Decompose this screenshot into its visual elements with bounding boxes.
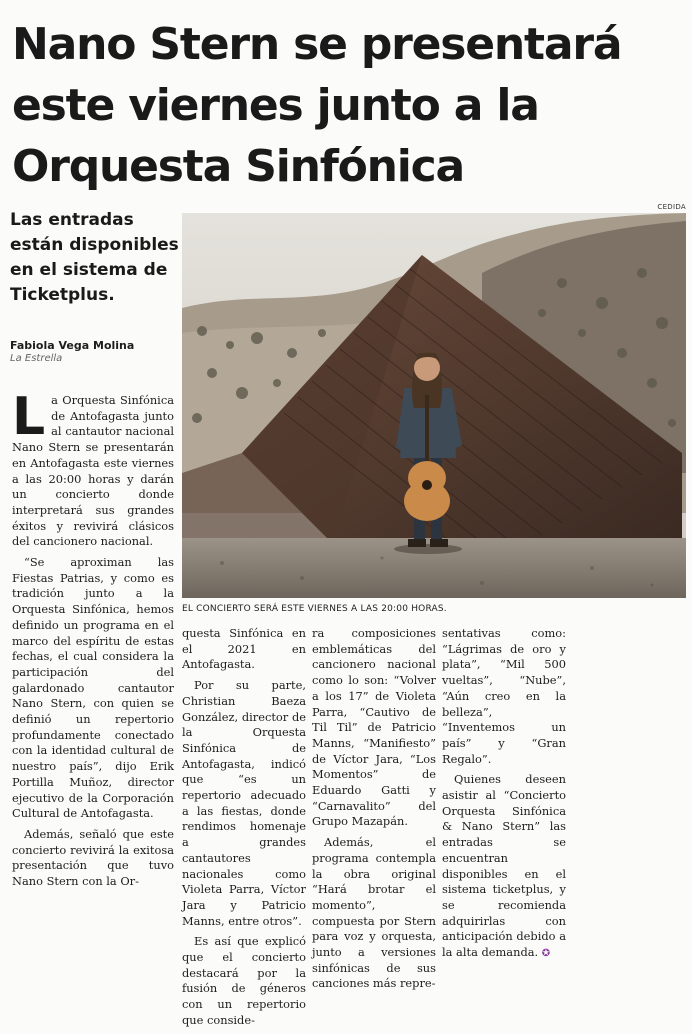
paragraph: Además, señaló que este concierto revivirá la exitosa presentación que tuvo Nano Stern con la Or- — [12, 826, 174, 889]
byline — [10, 339, 180, 364]
photo-caption: EL CONCIERTO SERÁ ESTE VIERNES A LAS 20:00 HORAS. — [182, 604, 447, 614]
paragraph: questa Sinfónica en el 2021 en Antofagasta. — [182, 626, 306, 672]
paragraph — [12, 387, 174, 550]
article-photo — [182, 213, 686, 598]
headline-line: Nano Stern se presentará — [12, 19, 622, 70]
headline-line: Orquesta Sinfónica — [12, 141, 465, 192]
paragraph-text: Quienes deseen asistir al “Concierto Orquesta Sinfónica & Nano Stern” las entradas se encuentran disponibles en el sistema ticketplus, y se recomienda adquirirlas con anticipación debido a la alta demanda. — [442, 772, 566, 960]
article-column — [442, 626, 566, 967]
drop-cap: L — [12, 387, 46, 447]
subheadline-line: en el sistema de — [10, 260, 168, 280]
paragraph: Es así que explicó que el concierto destacará por la fusión de géneros con un repertorio que conside- — [182, 934, 306, 1027]
author-outlet: La Estrella — [10, 353, 63, 364]
photo-credit: CEDIDA — [657, 203, 686, 211]
author-name: Fabiola Vega Molina — [10, 339, 135, 352]
subheadline-line: Ticketplus. — [10, 285, 115, 305]
paragraph: ra composiciones emblemáticas del cancionero nacional como lo son: “Volver a los 17” de Violeta Parra, “Cautivo de Til Til” de Patricio Manns, “Manifiesto” de Víctor Jara, “Los Momentos” de Eduardo Gatti y “Carnavalito” del Grupo Mazapán. — [312, 626, 436, 829]
paragraph: sentativas como: “Lágrimas de oro y plata”, “Mil 500 vueltas”, “Nube”, “Aún creo en la belleza”, “Inventemos un país” y “Gran Regalo”. — [442, 626, 566, 766]
paragraph: Además, el programa contempla la obra original “Hará brotar el momento”, compuesta por Stern para voz y orquesta, junto a versiones sinfónicas de sus canciones más repre- — [312, 835, 436, 991]
subheadline — [10, 208, 180, 308]
paragraph: “Se aproximan las Fiestas Patrias, y como es tradición junto a la Orquesta Sinfónica, hemos definido un programa en el marco del espíritu de estas fechas, el cual considera la participación del galardonado cantautor Nano Stern, con quien se definió un repertorio profundamente conectado con la identidad cultural de nuestro país”, dijo Erik Portilla Muñoz, director ejecutivo de la Corporación Cultural de Antofagasta. — [12, 555, 174, 821]
subheadline-line: están disponibles — [10, 235, 179, 255]
headline-line: este viernes junto a la — [12, 80, 539, 131]
article-column — [182, 626, 306, 1034]
paragraph: Por su parte, Christian Baeza González, director de la Orquesta Sinfónica de Antofagasta, indicó que “es un repertorio adecuado a las fiestas, donde rendimos homenaje a grandes cantautores nacionales como Violeta Parra, Víctor Jara y Patricio Manns, entre otros”. — [182, 678, 306, 928]
article-column — [12, 387, 174, 895]
paragraph-text: a Orquesta Sinfónica de Antofagasta junto al cantautor nacional Nano Stern se presentarán en Antofagasta este viernes a las 20:00 horas y darán un concierto donde interpretará sus grandes éxitos y revivirá clásicos del cancionero nacional. — [12, 393, 174, 549]
subheadline-line: Las entradas — [10, 210, 134, 230]
headline — [12, 14, 684, 197]
end-mark-icon: ✪ — [541, 948, 551, 960]
paragraph — [442, 772, 566, 961]
article-column — [312, 626, 436, 997]
